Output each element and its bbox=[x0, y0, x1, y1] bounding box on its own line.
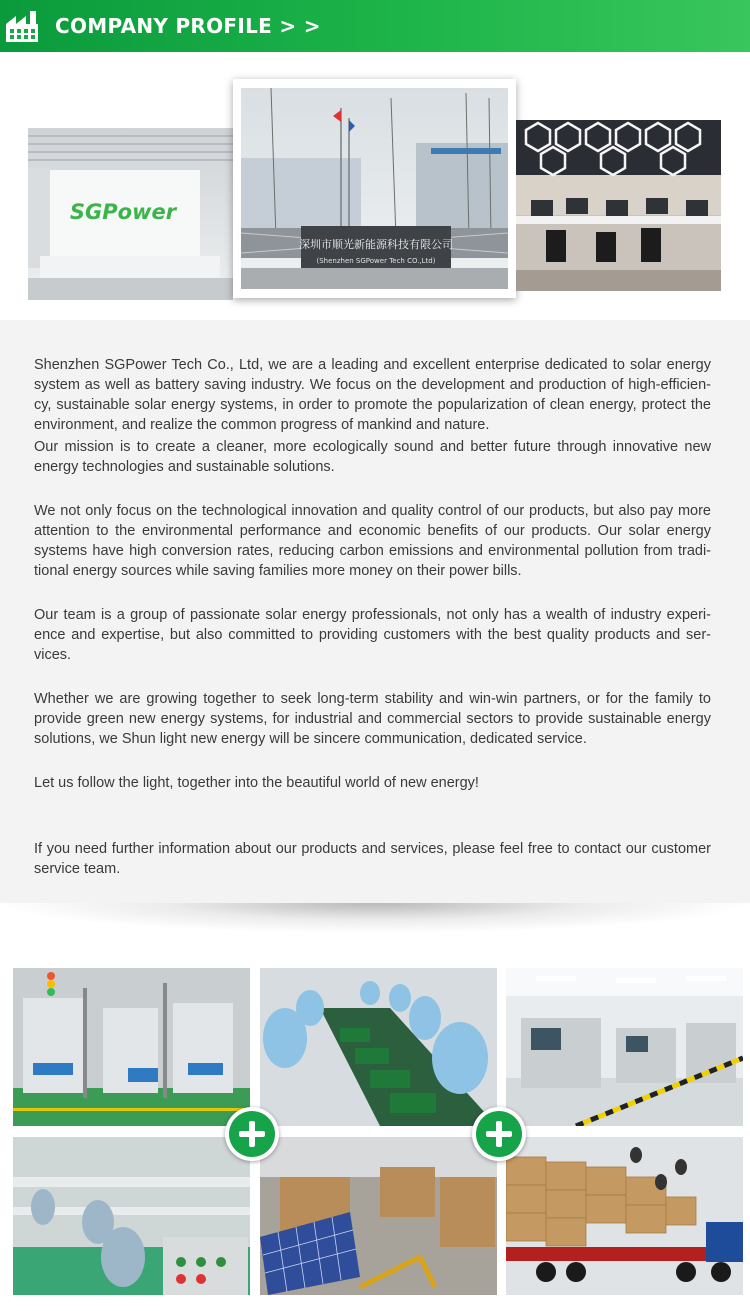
shipping-truck-photo bbox=[506, 1137, 743, 1295]
profile-paragraph: If you need further information about our products and services, please feel free to contact our customer service team. bbox=[34, 841, 711, 877]
profile-paragraph: Our mission is to create a cleaner, more ecologically sound and better future through innovative new energy technologies and sustainable solutions. bbox=[34, 439, 711, 475]
profile-paragraph: Whether we are growing together to seek long-term stability and win-win partners, or for the family to provide green new energy systems, for industrial and commercial sectors to provide sustainable energy solutions, we Shun light new energy will be sincere communication, dedicated service. bbox=[34, 691, 711, 747]
clean-room-photo bbox=[506, 968, 743, 1126]
profile-paragraph: We not only focus on the technological innovation and quality control of our products, but also pay more attention to the environmental performance and economic benefits of our products. Our solar energy systems have high conversion rates, reducing carbon emissions and environmental pollution from tradi- tional energy sources while saving families more money on their power bills. bbox=[34, 503, 711, 579]
section-header bbox=[0, 0, 750, 52]
gate-sign-english: (Shenzhen SGPower Tech CO.,Ltd) bbox=[316, 257, 436, 265]
factory-machinery-photo bbox=[13, 968, 250, 1126]
office-photo bbox=[516, 120, 721, 291]
profile-paragraph: Our team is a group of passionate solar energy professionals, not only has a wealth of industry experi- ence and expertise, but also committed to providing customers with the best quality products and ser- vices. bbox=[34, 607, 711, 663]
lobby-photo bbox=[28, 128, 233, 300]
lobby-logo-text: SGPower bbox=[69, 200, 177, 224]
profile-paragraph: Let us follow the light, together into the beautiful world of new energy! bbox=[34, 775, 479, 791]
profile-paragraph: Shenzhen SGPower Tech Co., Ltd, we are a leading and excellent enterprise dedicated to solar energy system as well as battery saving industry. We focus on the development and production of high-efficien- cy, sustainable solar energy systems, in order to promote the popularization of clean energy, protect the environment, and realize the common progress of mankind and nature. bbox=[34, 357, 711, 433]
solar-panel-warehouse-photo bbox=[260, 1137, 497, 1295]
panel-shadow bbox=[0, 903, 750, 933]
plus-icon bbox=[472, 1107, 526, 1161]
gate-sign-chinese: 深圳市顺光新能源科技有限公司 bbox=[299, 238, 453, 251]
section-title: COMPANY PROFILE > > bbox=[55, 14, 321, 38]
gate-photo bbox=[241, 88, 508, 289]
factory-icon bbox=[4, 10, 40, 44]
testing-workshop-photo bbox=[13, 1137, 250, 1295]
assembly-line-photo bbox=[260, 968, 497, 1126]
plus-icon bbox=[225, 1107, 279, 1161]
